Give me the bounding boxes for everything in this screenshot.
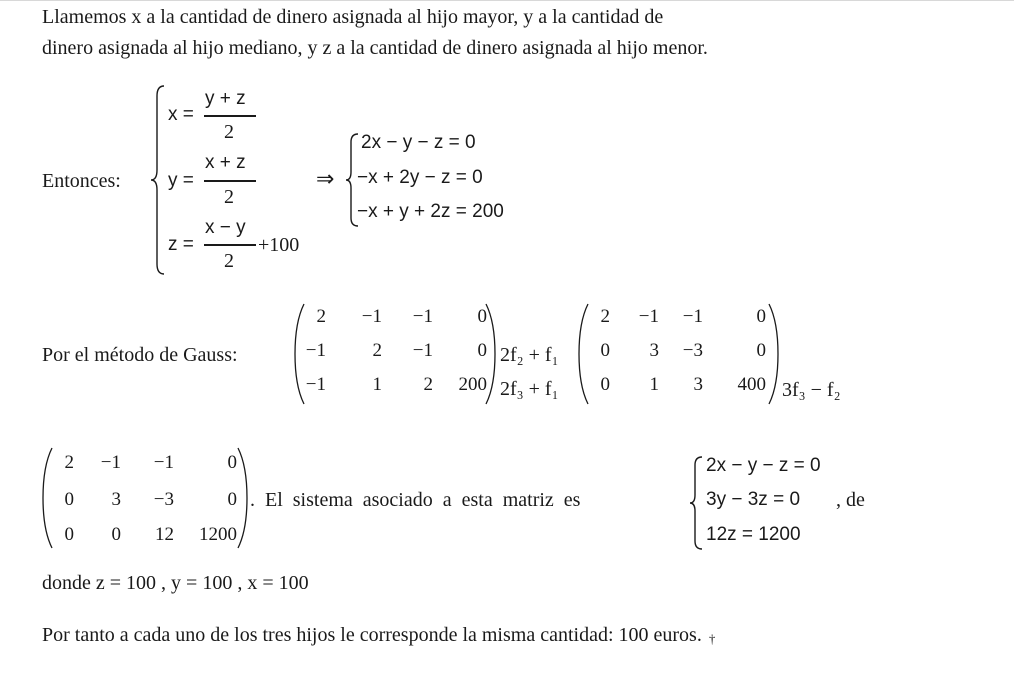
matrix-cell: 0 bbox=[64, 524, 74, 545]
matrix-cell: 2 bbox=[600, 306, 610, 327]
final-eq-3: 12z = 1200 bbox=[706, 524, 801, 545]
matrix-cell: 0 bbox=[600, 340, 610, 361]
left-brace-1 bbox=[150, 84, 170, 276]
system-description: . El sistema asociado a esta matriz es bbox=[250, 489, 581, 511]
implies-arrow: ⇒ bbox=[316, 166, 335, 191]
conclusion-text: Por tanto a cada uno de los tres hijos le corresponde la misma cantidad: 100 euros. bbox=[42, 624, 702, 646]
matrix-cell: 1200 bbox=[199, 524, 237, 545]
row-op-2: 2f₂ + f₁ bbox=[500, 344, 559, 366]
matrix-cell: 2 bbox=[372, 340, 382, 361]
matrix-2-left-paren bbox=[578, 302, 590, 406]
matrix-3-right-paren bbox=[236, 446, 248, 550]
matrix-cell: −1 bbox=[100, 452, 121, 473]
intro-line-1: Llamemos x a la cantidad de dinero asignada al hijo mayor, y a la cantidad de bbox=[42, 6, 664, 28]
matrix-cell: −1 bbox=[305, 374, 326, 395]
matrix-cell: −1 bbox=[153, 452, 174, 473]
fraction-bar bbox=[204, 115, 256, 117]
matrix-cell: 200 bbox=[458, 374, 487, 395]
matrix-cell: 0 bbox=[227, 489, 237, 510]
row-op-3: 2f₃ + f₁ bbox=[500, 378, 559, 400]
matrix-cell: −1 bbox=[412, 306, 433, 327]
matrix-cell: −1 bbox=[305, 340, 326, 361]
top-border bbox=[0, 0, 1014, 1]
tail-de: , de bbox=[836, 489, 865, 511]
matrix-1-right-paren bbox=[484, 302, 496, 406]
matrix-cell: 2 bbox=[316, 306, 326, 327]
final-eq-2: 3y − 3z = 0 bbox=[706, 489, 801, 510]
solution-line: donde z = 100 , y = 100 , x = 100 bbox=[42, 572, 309, 594]
system-eq-1: 2x − y − z = 0 bbox=[361, 132, 476, 153]
matrix-cell: −1 bbox=[412, 340, 433, 361]
final-eq-1: 2x − y − z = 0 bbox=[706, 455, 821, 476]
matrix-cell: 0 bbox=[756, 340, 766, 361]
matrix-cell: 0 bbox=[756, 306, 766, 327]
fraction-bar bbox=[204, 244, 256, 246]
matrix-cell: 2 bbox=[423, 374, 433, 395]
gauss-label: Por el método de Gauss: bbox=[42, 344, 238, 366]
matrix-cell: 3 bbox=[111, 489, 121, 510]
matrix-cell: −1 bbox=[361, 306, 382, 327]
matrix-cell: 1 bbox=[372, 374, 382, 395]
matrix-cell: 0 bbox=[227, 452, 237, 473]
matrix-cell: 0 bbox=[64, 489, 74, 510]
matrix-cell: 400 bbox=[737, 374, 766, 395]
matrix-cell: 0 bbox=[477, 340, 487, 361]
intro-line-2: dinero asignada al hijo mediano, y z a la cantidad de dinero asignada al hijo menor. bbox=[42, 37, 708, 59]
entonces-label: Entonces: bbox=[42, 170, 121, 192]
system-eq-3: −x + y + 2z = 200 bbox=[357, 201, 504, 222]
left-brace-3 bbox=[689, 455, 707, 553]
matrix-3-left-paren bbox=[42, 446, 54, 550]
matrix-1-left-paren bbox=[294, 302, 306, 406]
matrix-cell: 3 bbox=[649, 340, 659, 361]
matrix-cell: −3 bbox=[682, 340, 703, 361]
row-op-final: 3f₃ − f₂ bbox=[782, 379, 841, 401]
system-eq-2: −x + 2y − z = 0 bbox=[357, 167, 483, 188]
fraction-bar bbox=[204, 180, 256, 182]
matrix-2-right-paren bbox=[767, 302, 779, 406]
matrix-cell: 0 bbox=[111, 524, 121, 545]
matrix-cell: −1 bbox=[638, 306, 659, 327]
matrix-cell: 2 bbox=[64, 452, 74, 473]
matrix-cell: −3 bbox=[153, 489, 174, 510]
matrix-cell: 12 bbox=[155, 524, 174, 545]
matrix-cell: 0 bbox=[477, 306, 487, 327]
matrix-cell: −1 bbox=[682, 306, 703, 327]
matrix-cell: 1 bbox=[649, 374, 659, 395]
matrix-cell: 0 bbox=[600, 374, 610, 395]
matrix-cell: 3 bbox=[693, 374, 703, 395]
end-mark: † bbox=[708, 631, 716, 646]
conclusion bbox=[42, 624, 715, 647]
